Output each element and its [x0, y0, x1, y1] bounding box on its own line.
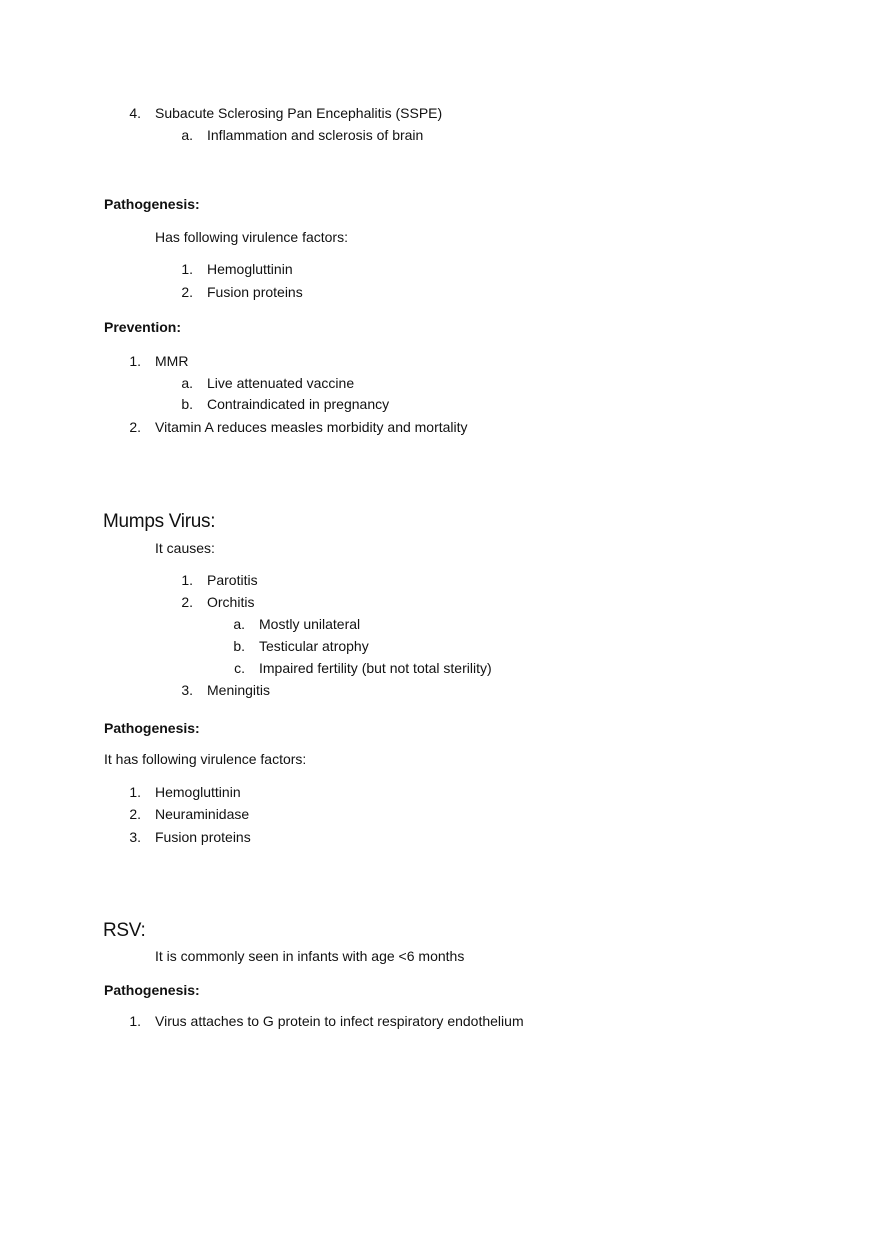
- list-item: Hemogluttinin: [155, 784, 241, 800]
- list-subitem: Contraindicated in pregnancy: [207, 396, 390, 412]
- list-marker: 1.: [129, 1013, 141, 1029]
- paragraph: It has following virulence factors:: [104, 751, 307, 767]
- section-heading-pathogenesis: Pathogenesis:: [104, 982, 200, 998]
- list-marker: a.: [181, 127, 193, 143]
- section-title-mumps: Mumps Virus:: [103, 511, 216, 532]
- list-subitem: Testicular atrophy: [259, 638, 369, 654]
- list-marker: 1.: [181, 261, 193, 277]
- list-item: Vitamin A reduces measles morbidity and mortality: [155, 419, 468, 435]
- list-marker: 1.: [181, 572, 193, 588]
- list-marker: 2.: [129, 806, 141, 822]
- list-marker: 1.: [129, 353, 141, 369]
- list-subitem: Impaired fertility (but not total sterility): [259, 660, 492, 676]
- list-marker: 1.: [129, 784, 141, 800]
- list-item: Orchitis: [207, 594, 255, 610]
- list-marker: 4.: [129, 105, 141, 121]
- list-subitem: Live attenuated vaccine: [207, 375, 355, 391]
- list-marker: a.: [181, 375, 193, 391]
- list-item: Hemogluttinin: [207, 261, 293, 277]
- section-heading-pathogenesis: Pathogenesis:: [104, 720, 200, 736]
- section-heading-pathogenesis: Pathogenesis:: [104, 196, 200, 212]
- list-subitem: Mostly unilateral: [259, 616, 361, 632]
- section-heading-prevention: Prevention:: [104, 319, 182, 335]
- list-marker: c.: [234, 660, 245, 676]
- list-marker: 2.: [181, 594, 193, 610]
- list-subitem: Inflammation and sclerosis of brain: [207, 127, 424, 143]
- list-marker: 3.: [181, 682, 193, 698]
- list-item: Neuraminidase: [155, 806, 250, 822]
- section-title-rsv: RSV:: [103, 920, 146, 941]
- list-item: Fusion proteins: [155, 829, 251, 845]
- list-item: Fusion proteins: [207, 284, 303, 300]
- list-marker: 2.: [129, 419, 141, 435]
- paragraph: It causes:: [155, 540, 215, 556]
- paragraph: It is commonly seen in infants with age <6 months: [155, 948, 465, 964]
- paragraph: Has following virulence factors:: [155, 229, 348, 245]
- list-item: Virus attaches to G protein to infect respiratory endothelium: [155, 1013, 524, 1029]
- list-item-sspe: Subacute Sclerosing Pan Encephalitis (SSPE): [155, 105, 443, 121]
- list-marker: a.: [233, 616, 245, 632]
- list-marker: 2.: [181, 284, 193, 300]
- list-marker: b.: [181, 396, 193, 412]
- list-item: Meningitis: [207, 682, 271, 698]
- list-marker: 3.: [129, 829, 141, 845]
- list-item: Parotitis: [207, 572, 258, 588]
- list-item: MMR: [155, 353, 189, 369]
- list-marker: b.: [233, 638, 245, 654]
